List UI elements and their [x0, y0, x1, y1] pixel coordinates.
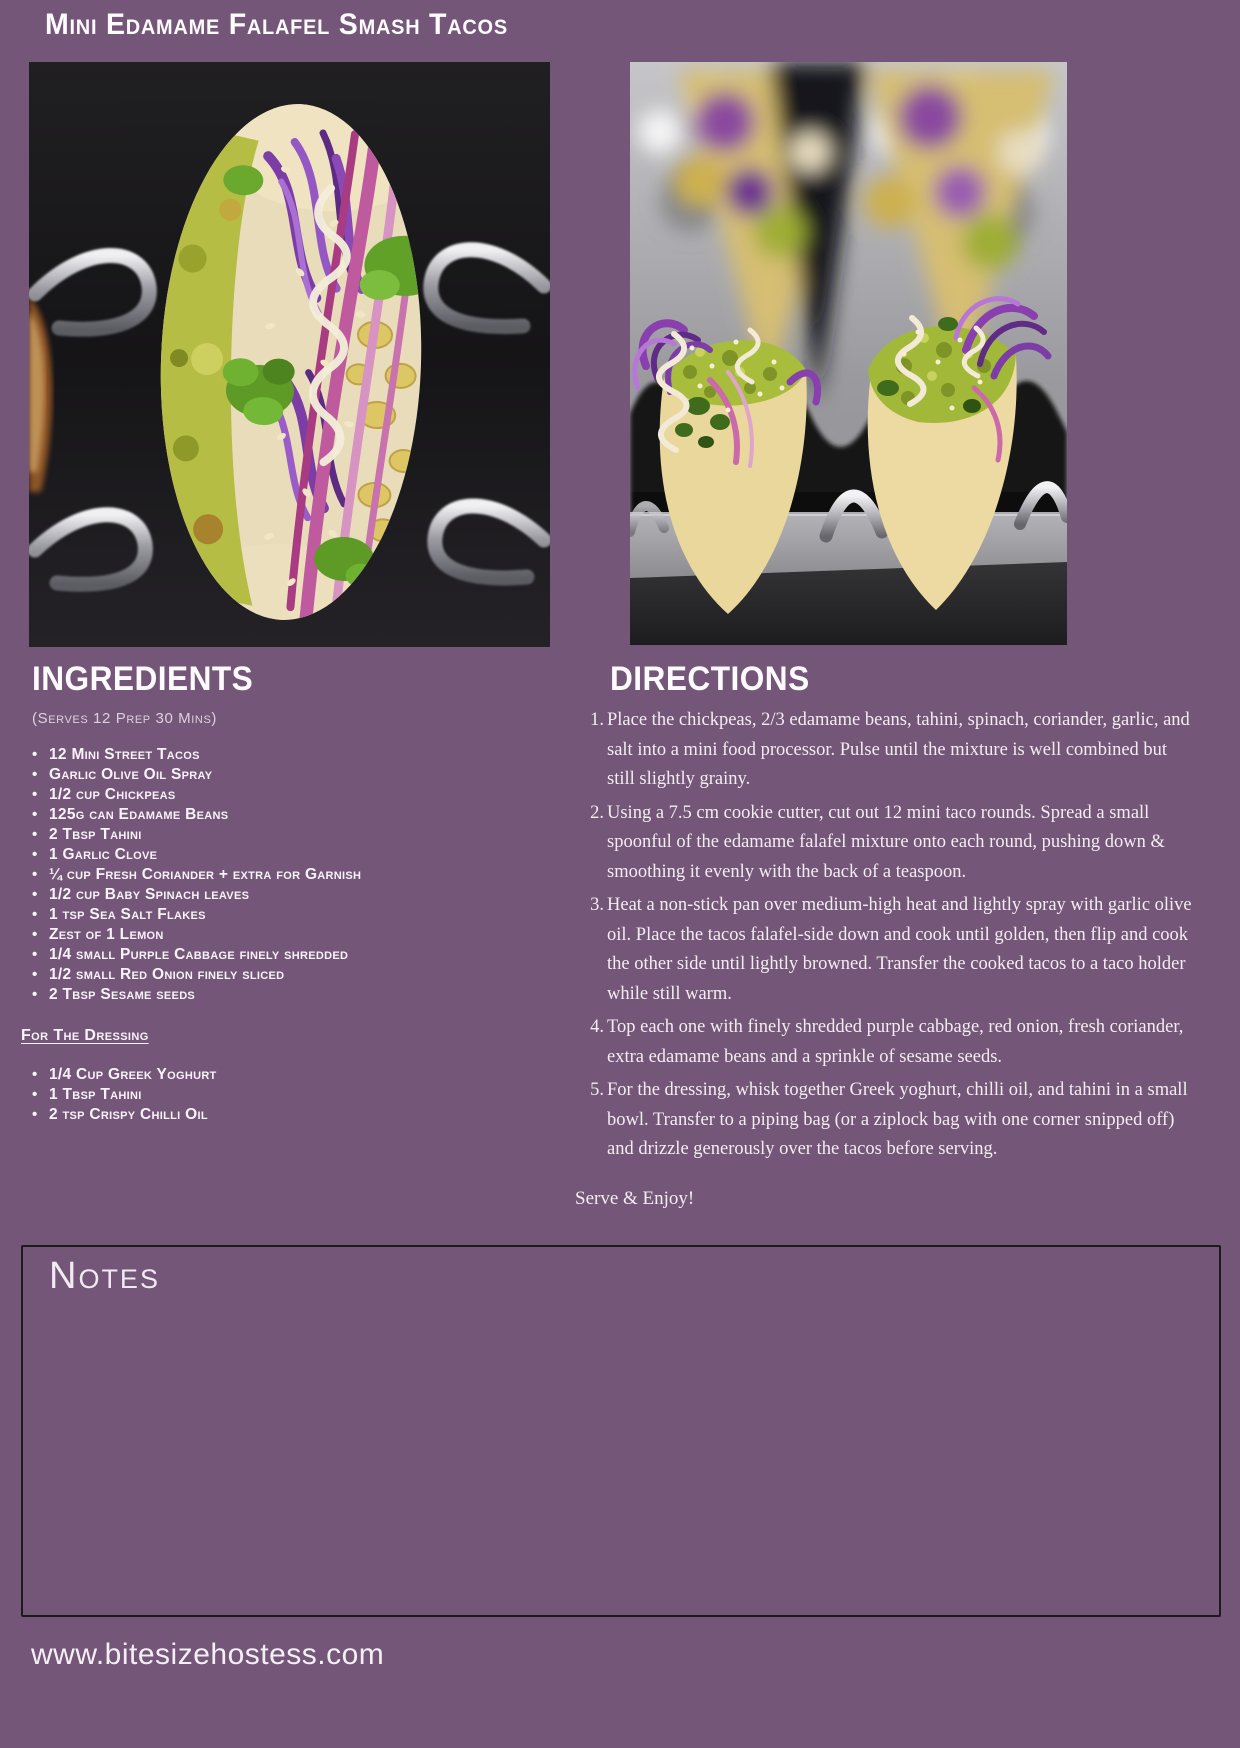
dressing-item: • 2 tsp Crispy Chilli Oil	[31, 1105, 217, 1125]
dressing-item: • 1/4 Cup Greek Yoghurt	[31, 1065, 217, 1085]
dressing-item: • 1 Tbsp Tahini	[31, 1085, 217, 1105]
directions-heading: DIRECTIONS	[610, 660, 810, 698]
notes-heading: Notes	[49, 1255, 160, 1297]
closing-note: Serve & Enjoy!	[575, 1188, 695, 1209]
serving-info: (Serves 12 Prep 30 Mins)	[32, 710, 217, 727]
ingredient-item: • 1/4 small Purple Cabbage finely shredded	[31, 945, 361, 965]
ingredient-item: • 12 Mini Street Tacos	[31, 745, 361, 765]
direction-step: Place the chickpeas, 2/3 edamame beans, tahini, spinach, coriander, garlic, and salt into a mini food processor. Pulse until the mixture is well combined but still slightly grainy.	[607, 710, 1190, 789]
dressing-heading: For The Dressing	[21, 1027, 149, 1044]
ingredient-item: • 2 Tbsp Sesame seeds	[31, 985, 361, 1005]
ingredient-item: • 1/2 cup Baby Spinach leaves	[31, 885, 361, 905]
ingredient-item: • 1/2 small Red Onion finely sliced	[31, 965, 361, 985]
ingredient-item: • 1 Garlic Clove	[31, 845, 361, 865]
taco-row-photo	[630, 62, 1067, 645]
ingredients-heading: INGREDIENTS	[32, 660, 254, 698]
ingredient-item: • Garlic Olive Oil Spray	[31, 765, 361, 785]
direction-step: Heat a non-stick pan over medium-high heat and lightly spray with garlic olive oil. Place the tacos falafel-side down and cook until golden, then flip and cook the other side until lightly browned. Transfer the cooked tacos to a taco holder while still warm.	[607, 895, 1192, 1004]
ingredient-item: • 1/2 cup Chickpeas	[31, 785, 361, 805]
page-title: Mini Edamame Falafel Smash Tacos	[45, 8, 508, 41]
ingredient-item: • Zest of 1 Lemon	[31, 925, 361, 945]
direction-step: For the dressing, whisk together Greek yoghurt, chilli oil, and tahini in a small bowl. Transfer to a piping bag (or a ziplock bag with one corner snipped off) and drizzle generously over the tacos before serving.	[607, 1080, 1188, 1159]
ingredients-list	[31, 745, 361, 1005]
site-url-link[interactable]: www.bitesizehostess.com	[31, 1638, 385, 1671]
dressing-list	[31, 1065, 217, 1125]
directions-list	[580, 706, 1198, 1169]
notes-box	[21, 1245, 1221, 1617]
direction-step: Top each one with finely shredded purple cabbage, red onion, fresh coriander, extra edamame beans and a sprinkle of sesame seeds.	[607, 1017, 1184, 1067]
ingredient-item: • 125g can Edamame Beans	[31, 805, 361, 825]
ingredient-item: • 1 tsp Sea Salt Flakes	[31, 905, 361, 925]
taco-closeup-photo	[29, 62, 550, 647]
ingredient-item: • ¼ cup Fresh Coriander + extra for Garnish	[31, 865, 361, 885]
direction-step: Using a 7.5 cm cookie cutter, cut out 12 mini taco rounds. Spread a small spoonful of the edamame falafel mixture onto each round, pushing down & smoothing it evenly with the back of a teaspoon.	[607, 802, 1165, 882]
ingredient-item: • 2 Tbsp Tahini	[31, 825, 361, 845]
